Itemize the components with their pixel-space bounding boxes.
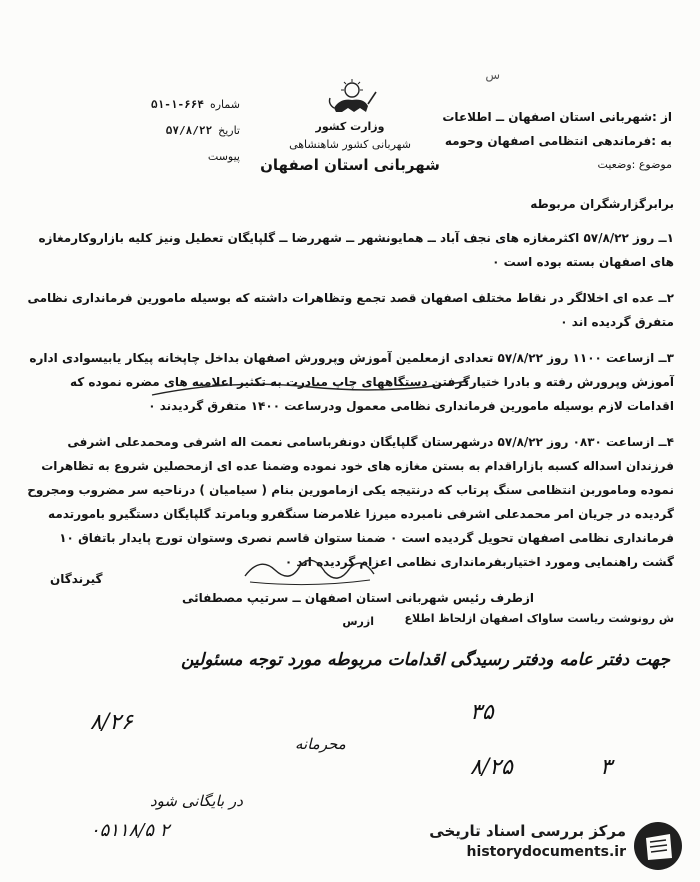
subject-line: موضوع :وضعیت <box>597 158 672 171</box>
header-reference-block <box>30 92 240 170</box>
handwritten-confidential: محرمانه <box>295 735 346 753</box>
handwritten-number-top: ۳۵ <box>470 700 494 725</box>
handwritten-archive: در بایگانی شود <box>150 792 243 810</box>
signature-sub: ازرس <box>342 615 374 628</box>
paragraph-4: ۴ــ ازساعت ۰۸۳۰ روز ۵۷/۸/۲۲ درشهرستان گلپایگان دونفرباسامی نعمت اله اشرفی ومحمدعلی اشرفی فرزندان اسداله کسبه بازاراقدام به بستن مغازه های خود نموده وضمنا عده ای ازمحصلین شروع به تظاهرات نموده وماموربن انتظامی سنگ پرتاب که درنتیجه یکی ازمامورین بنام ( سیامیان ) درناحیه سر مضروب ومجروح گردیده در جریان امر محمدعلی اشرفی نامبرده میرزا غلامرضا سنگفرو وبامرتد گلپایگان دستگیرو بامورتدمه فرمانداری نظامی اصفهان تحویل گردیده است ۰ ضمنا ستوان قاسم نصری وستوان تورج پایدار باتفاق ۱۰ گشت راهنمایی ومورد اختیاربفرمانداری نظامی اعزام گردیده اند ۰ <box>27 435 674 569</box>
handwritten-date-mid: ۸/۲۵ <box>470 755 513 780</box>
copy-note: ش رونوشت ریاست ساواک اصفهان ازلحاظ اطلاع <box>404 612 674 625</box>
header-office-block <box>255 118 445 174</box>
to-line: به :فرماندهی انتظامی اصفهان وحومه <box>444 134 672 148</box>
handwritten-underline <box>150 375 470 401</box>
date-label: تاریخ <box>218 124 240 137</box>
paragraph-3: ۳ــ ازساعت ۱۱۰۰ روز ۵۷/۸/۲۲ تعدادی ازمعلمین آموزش وپرورش اصفهان بداخل چاپخانه پیکار یابیسوادی اداره آموزش وپرورش رفته و بادرا ختیارگرفتن دستگاههای چاپ مبادرت به تکثیر اعلامیه های مضره نموده که اقدامات لازم بوسیله مامورین فرمانداری نظامی معمول ودرساعت ۱۴۰۰ متفرق گردیدند ۰ <box>29 351 674 413</box>
top-mark: س <box>485 68 500 82</box>
watermark-persian: مرکز بررسی اسناد تاریخی <box>429 822 626 840</box>
archive-logo-icon <box>632 820 684 872</box>
police-title: شهربانی کشور شاهنشاهی <box>289 138 411 151</box>
recipients-label: گیرندگان <box>50 572 103 586</box>
paragraph-1: ۱ــ روز ۵۷/۸/۲۲ اکثرمغازه های نجف آباد ــ همایونشهر ــ شهررضا ــ گلپایگان تعطیل ونیز کلیه بازاروکارمغازه های اصفهان بسته بوده است ۰ <box>38 231 674 269</box>
watermark-url: historydocuments.ir <box>466 844 626 860</box>
office-title: شهربانی استان اصفهان <box>260 156 440 174</box>
number-label: شماره <box>209 98 240 111</box>
salutation: برابرگزارشگران مربوطه <box>530 197 674 211</box>
paragraph-2: ۲ــ عده ای اخلالگر در نقاط مختلف اصفهان قصد تجمع وتظاهرات داشته که بوسیله مامورین فرمانداری نظامی متفرق گردیده اند ۰ <box>27 291 674 329</box>
header-address-block <box>422 105 672 177</box>
handwritten-mark: ۳ <box>600 755 612 780</box>
signature-scribble <box>240 548 380 588</box>
handwritten-ref-number: ۰۵۱۱۸/۵ ۲ <box>90 820 170 841</box>
attachment-label: پیوست <box>207 150 240 163</box>
handwritten-note: جهت دفتر عامه ودفتر رسیدگی اقدامات مربوطه مورد توجه مسئولین <box>181 650 670 670</box>
lion-and-sun-emblem-icon <box>322 78 378 118</box>
from-line: از :شهربانی استان اصفهان ــ اطلاعات <box>442 110 672 124</box>
signature-block: ازطرف رئیس شهربانی استان اصفهان ــ سرتیپ مصطفائی <box>182 591 534 605</box>
date-value: ۵۷/۸/۲۲ <box>165 124 213 137</box>
number-value: ۵۱-۱-۶۶۴ <box>151 98 204 111</box>
ministry-title: وزارت کشور <box>315 120 385 133</box>
watermark-text <box>429 822 626 860</box>
handwritten-date-left: ۸/۲۶ <box>90 710 133 735</box>
